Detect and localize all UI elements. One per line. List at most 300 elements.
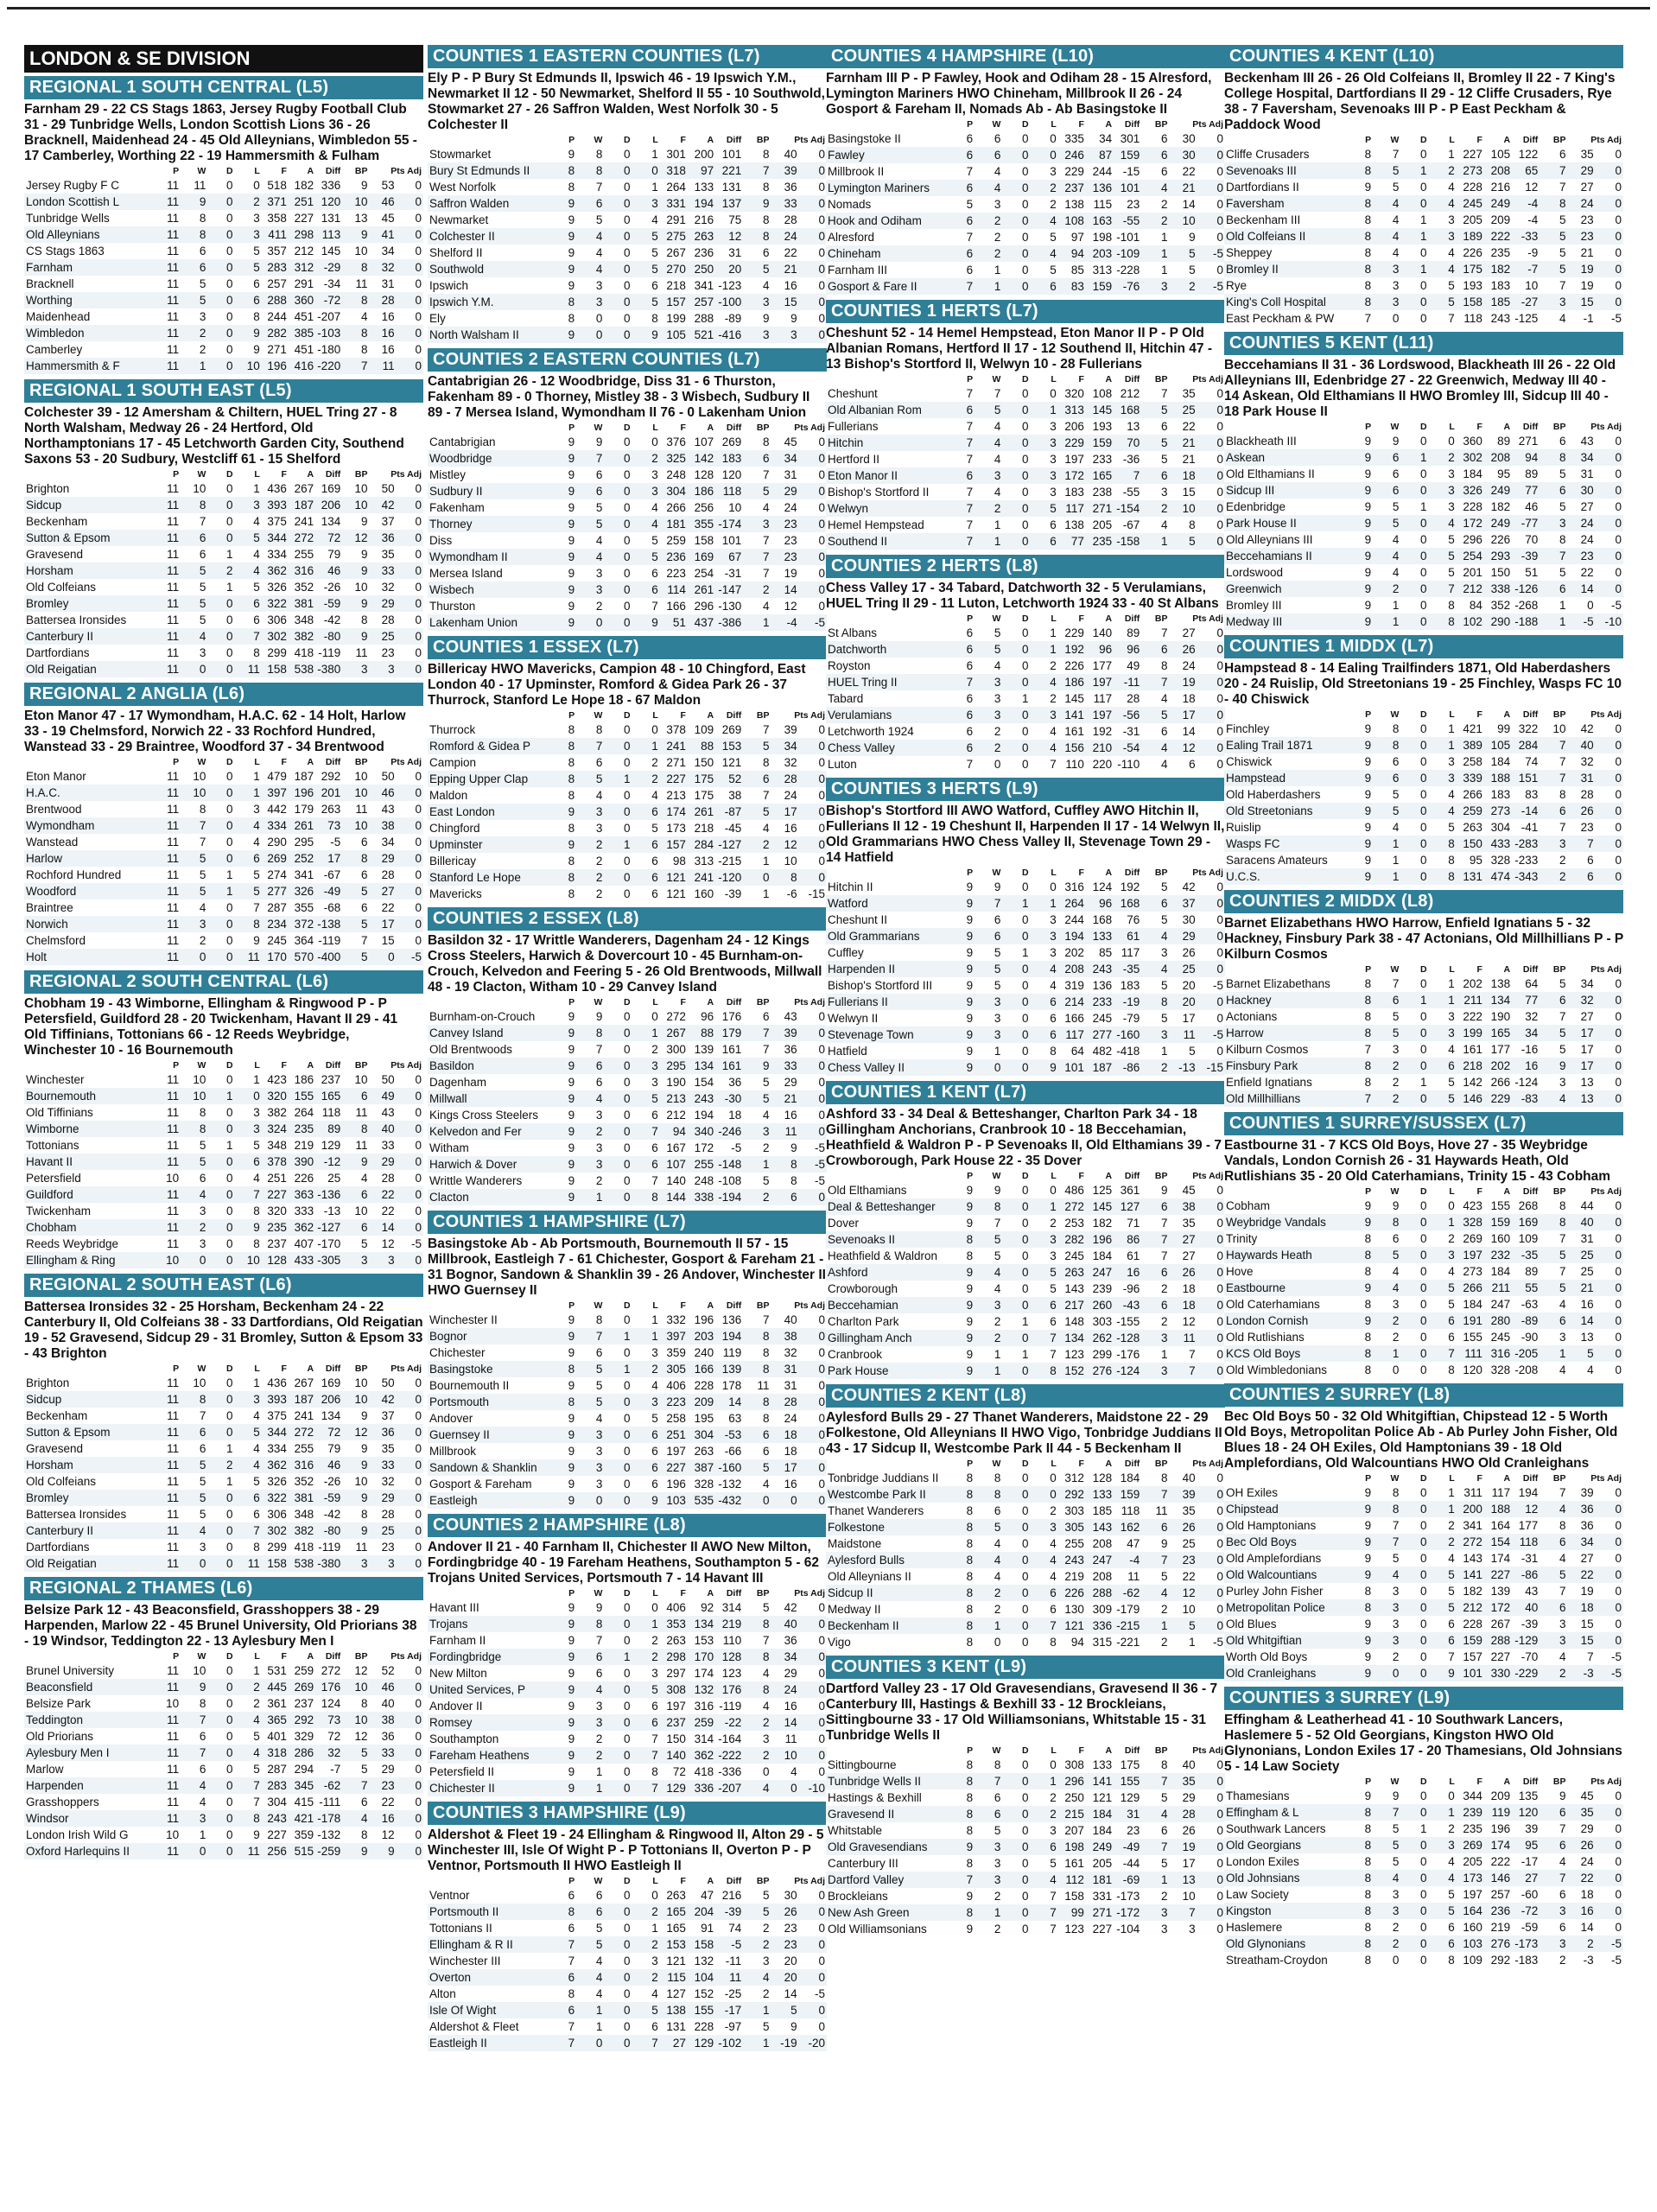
stat-cell: 0	[397, 817, 423, 834]
stat-cell: 0	[1197, 467, 1225, 484]
league-section	[24, 379, 423, 677]
stat-cell: 160	[688, 886, 715, 902]
stat-cell: 382	[262, 1104, 289, 1121]
header-cell: Diff	[1124, 868, 1140, 878]
stat-cell: 4	[1429, 803, 1457, 819]
league-section	[826, 1656, 1225, 1937]
stat-cell: 4	[235, 546, 262, 563]
table-row	[826, 1618, 1225, 1634]
table-header-row	[428, 423, 827, 434]
stat-cell: 21	[1568, 245, 1596, 261]
table-row	[1224, 1247, 1623, 1263]
stat-cell: 0	[1400, 819, 1428, 836]
stat-cell: 6	[235, 595, 262, 612]
stat-cell: 6	[1540, 581, 1567, 597]
stat-cell: 241	[289, 1408, 315, 1424]
stat-cell: 0	[604, 1107, 632, 1123]
stat-cell: 6	[576, 195, 604, 212]
stat-cell: 0	[207, 661, 234, 677]
stat-cell: 0	[1197, 402, 1225, 418]
stat-cell: 8	[1170, 517, 1197, 533]
stat-cell: 182	[1086, 1215, 1114, 1231]
table-row	[826, 1297, 1225, 1313]
stat-cell: 3	[1540, 836, 1567, 852]
stat-cell: 7	[975, 1773, 1002, 1789]
stat-cell: 0	[207, 834, 234, 850]
stat-cell: -132	[315, 1827, 342, 1843]
team-name: Gosport & Fare II	[826, 278, 947, 295]
team-name: Holt	[24, 949, 154, 965]
header-cell: BP	[354, 1651, 368, 1662]
header-team	[1224, 1473, 1345, 1484]
header-cell: Pts Adj	[1590, 709, 1622, 720]
stat-cell: 0	[1197, 944, 1225, 961]
stat-cell: 228	[1457, 499, 1484, 515]
table-row	[1224, 179, 1623, 195]
stat-cell: 292	[1058, 1486, 1086, 1503]
header-cell: L	[652, 423, 658, 433]
stat-cell: 32	[370, 259, 397, 276]
stat-cell: 0	[771, 1492, 799, 1509]
stat-cell: 6	[1141, 163, 1169, 180]
team-name: Worth Old Boys	[1224, 1649, 1345, 1665]
stat-cell: 296	[1457, 531, 1484, 548]
stat-cell: 209	[1484, 212, 1512, 228]
stat-cell: 21	[771, 261, 799, 277]
stat-cell: 7	[342, 1777, 369, 1794]
team-name: North Walsham II	[428, 327, 549, 343]
table-row	[24, 1662, 423, 1679]
stat-cell: 1	[975, 533, 1002, 550]
stat-cell: 1	[1400, 1821, 1428, 1837]
table-row	[428, 1936, 827, 1953]
table-row	[24, 563, 423, 579]
table-header-row	[428, 997, 827, 1008]
stat-cell: 4	[342, 1170, 369, 1186]
stat-cell: 52	[370, 1662, 397, 1679]
stat-cell: 3	[975, 994, 1002, 1010]
table-row	[24, 1252, 423, 1268]
team-name: Barnet Elizabethans	[1224, 976, 1345, 992]
stat-cell: 35	[1170, 1773, 1197, 1789]
table-row	[826, 1888, 1225, 1904]
stat-cell: -221	[1114, 1634, 1141, 1650]
stat-cell: 25	[1170, 1535, 1197, 1552]
stat-cell: 121	[660, 1953, 688, 1969]
stat-cell: 22	[1568, 564, 1596, 581]
stat-cell: 0	[397, 916, 423, 932]
stat-cell: 2	[743, 836, 771, 853]
stat-cell: 202	[1484, 1058, 1512, 1074]
stat-cell: 5	[1141, 977, 1169, 994]
stat-cell: 363	[289, 1186, 315, 1203]
stat-cell: 0	[1197, 1806, 1225, 1822]
stat-cell: 11	[154, 1473, 181, 1490]
table-row	[1224, 1837, 1623, 1853]
stat-cell: 156	[1058, 740, 1086, 756]
stat-cell: 3	[181, 1539, 207, 1555]
stat-cell: 0	[604, 1394, 632, 1410]
stat-cell: 255	[289, 546, 315, 563]
stat-cell: 0	[1197, 435, 1225, 451]
stat-cell: 1	[1031, 402, 1058, 418]
header-cell: Diff	[1124, 119, 1140, 130]
stat-cell: 209	[1484, 1788, 1512, 1804]
stat-cell: 46	[370, 785, 397, 801]
stat-cell: 12	[715, 228, 743, 245]
stat-cell: 27	[1170, 625, 1197, 641]
stat-cell: 194	[688, 1107, 715, 1123]
stat-cell: 51	[660, 614, 688, 631]
table-row	[1224, 803, 1623, 819]
stat-cell: 5	[975, 1248, 1002, 1264]
header-cell: D	[623, 710, 631, 721]
stat-cell: 169	[1512, 1214, 1540, 1230]
stat-cell: 177	[1086, 658, 1114, 674]
stat-cell: 165	[1086, 467, 1114, 484]
team-name: Bishop's Stortford III	[826, 977, 947, 994]
table-header-row	[24, 1363, 423, 1375]
stat-cell: 193	[1457, 277, 1484, 294]
stat-cell: 7	[235, 1522, 262, 1539]
stat-cell: 1	[604, 771, 632, 787]
header-cell: A	[1503, 964, 1511, 975]
table-row	[24, 1810, 423, 1827]
stat-cell: -62	[315, 1777, 342, 1794]
team-name: Basingstoke	[428, 1361, 549, 1377]
stat-cell: 0	[1197, 1182, 1225, 1198]
stat-cell: -104	[1114, 1921, 1141, 1937]
stat-cell: 3	[975, 707, 1002, 723]
team-name: Datchworth	[826, 641, 947, 658]
stat-cell: 2	[743, 1936, 771, 1953]
stat-cell: 9	[947, 1264, 975, 1281]
stat-cell: 531	[262, 1662, 289, 1679]
stat-cell: -5	[1596, 1649, 1623, 1665]
stat-cell: 3	[576, 277, 604, 294]
stat-cell: 4	[1141, 1806, 1169, 1822]
stat-cell: 235	[289, 1121, 315, 1137]
stat-cell: 355	[289, 899, 315, 916]
stat-cell: 0	[1002, 1757, 1030, 1773]
stat-cell: 4	[1141, 740, 1169, 756]
table-header-row	[1224, 1777, 1623, 1788]
table-row	[428, 1041, 827, 1058]
stat-cell: 237	[660, 1714, 688, 1731]
team-name: Sandown & Shanklin	[428, 1459, 549, 1476]
stat-cell: 4	[1429, 1853, 1457, 1870]
team-name: Teddington	[24, 1712, 154, 1728]
stat-cell: 0	[1596, 1041, 1623, 1058]
stat-cell: 6	[181, 1170, 207, 1186]
stat-cell: 143	[1058, 1281, 1086, 1297]
stat-cell: 139	[715, 1361, 743, 1377]
team-name: Bromley II	[1224, 261, 1345, 277]
stat-cell: 316	[289, 1457, 315, 1473]
header-cell: BP	[354, 1060, 368, 1071]
stat-cell: 9	[1345, 482, 1373, 499]
table-row	[428, 212, 827, 228]
stat-cell: 6	[181, 259, 207, 276]
team-name: Finchley	[1224, 721, 1345, 737]
stat-cell: 3	[342, 1252, 369, 1268]
stat-cell: 49	[370, 1088, 397, 1104]
stat-cell: 0	[771, 1780, 799, 1796]
stat-cell: 5	[1031, 500, 1058, 517]
stat-cell: 0	[799, 565, 827, 582]
league-table	[1224, 1186, 1623, 1378]
stat-cell: 5	[975, 641, 1002, 658]
header-cell: F	[1078, 374, 1084, 385]
stat-cell: 8	[1031, 1043, 1058, 1059]
stat-cell: 9	[549, 1714, 576, 1731]
stat-cell: 249	[1484, 195, 1512, 212]
stat-cell: 9	[549, 450, 576, 467]
header-cell: BP	[1154, 613, 1168, 624]
header-team	[826, 1459, 947, 1470]
stat-cell: 0	[207, 341, 234, 358]
table-row	[428, 1173, 827, 1189]
stat-cell: 0	[397, 1170, 423, 1186]
stat-cell: 0	[604, 532, 632, 549]
stat-cell: 235	[1484, 245, 1512, 261]
header-cell: A	[1503, 135, 1511, 145]
stat-cell: 0	[1197, 756, 1225, 772]
stat-cell: 6	[632, 836, 660, 853]
stat-cell: 7	[1540, 1263, 1567, 1280]
header-cell: BP	[756, 1588, 770, 1599]
stat-cell: 362	[688, 1747, 715, 1764]
stat-cell: 1	[604, 1328, 632, 1344]
header-cell: L	[1051, 1171, 1057, 1181]
stat-cell: 4	[975, 1552, 1002, 1568]
stat-cell: -220	[315, 358, 342, 374]
stat-cell: 17	[370, 916, 397, 932]
stat-cell: 119	[715, 1344, 743, 1361]
stat-cell: 5	[1141, 879, 1169, 895]
stat-cell: 299	[262, 1539, 289, 1555]
stat-cell: 216	[715, 1887, 743, 1904]
stat-cell: 3	[181, 916, 207, 932]
header-cell: Pts Adj	[390, 757, 422, 767]
stat-cell: 3	[1373, 294, 1400, 310]
table-row	[428, 1632, 827, 1649]
team-name: Old Haberdashers	[1224, 786, 1345, 803]
stat-cell: 10	[342, 785, 369, 801]
stat-cell: 5	[235, 259, 262, 276]
stat-cell: 12	[771, 836, 799, 853]
header-team	[428, 997, 549, 1008]
stat-cell: 9	[549, 804, 576, 820]
stat-cell: 61	[1114, 928, 1141, 944]
table-row	[24, 883, 423, 899]
stat-cell: 241	[289, 513, 315, 530]
stat-cell: 0	[799, 1328, 827, 1344]
stat-cell: 97	[1058, 229, 1086, 245]
stat-cell: 0	[1197, 180, 1225, 196]
table-row	[428, 327, 827, 343]
stat-cell: 338	[1484, 581, 1512, 597]
stat-cell: 0	[604, 516, 632, 532]
stat-cell: 241	[688, 869, 715, 886]
stat-cell: 5	[576, 771, 604, 787]
stat-cell: 18	[715, 1107, 743, 1123]
stat-cell: 157	[660, 836, 688, 853]
stat-cell: 5	[181, 579, 207, 595]
header-cell: D	[1419, 1777, 1427, 1787]
stat-cell: 202	[1457, 976, 1484, 992]
stat-cell: 95	[1512, 1837, 1540, 1853]
stat-cell: 6	[632, 1476, 660, 1492]
stat-cell: 2	[1373, 1313, 1400, 1329]
team-name: Epping Upper Clap	[428, 771, 549, 787]
division-title: LONDON & SE DIVISION	[24, 45, 423, 73]
stat-cell: 8	[549, 1394, 576, 1410]
stat-cell: 11	[154, 768, 181, 785]
stat-cell: 5	[743, 1887, 771, 1904]
stat-cell: -89	[1512, 1313, 1540, 1329]
stat-cell: 122	[1512, 146, 1540, 162]
stat-cell: 96	[1086, 895, 1114, 912]
stat-cell: 8	[181, 226, 207, 243]
stat-cell: 0	[1596, 1008, 1623, 1025]
header-cell: Pts Adj	[390, 1363, 422, 1374]
stat-cell: 157	[1457, 1649, 1484, 1665]
stat-cell: 0	[1596, 1025, 1623, 1041]
stat-cell: 0	[1400, 1886, 1428, 1903]
table-row	[428, 1887, 827, 1904]
stat-cell: 9	[342, 1440, 369, 1457]
stat-cell: 3	[632, 1953, 660, 1969]
header-cell: A	[1105, 868, 1113, 878]
stat-cell: 0	[799, 294, 827, 310]
stat-cell: 8	[947, 1822, 975, 1839]
stat-cell: 0	[743, 1764, 771, 1780]
stat-cell: 322	[262, 595, 289, 612]
stat-cell: 49	[1114, 658, 1141, 674]
stat-cell: 319	[1058, 977, 1086, 994]
stat-cell: 6	[1429, 1058, 1457, 1074]
header-cell: BP	[756, 135, 770, 145]
stat-cell: 247	[1484, 1296, 1512, 1313]
stat-cell: 6	[576, 1058, 604, 1074]
stat-cell: 9	[947, 1043, 975, 1059]
stat-cell: 2	[1141, 1888, 1169, 1904]
stat-cell: 102	[1457, 613, 1484, 630]
stat-cell: 36	[771, 1041, 799, 1058]
stat-cell: 9	[549, 499, 576, 516]
stat-cell: 7	[1429, 1649, 1457, 1665]
stat-cell: 1	[743, 886, 771, 902]
stat-cell: 474	[1484, 868, 1512, 885]
stat-cell: 8	[235, 916, 262, 932]
stat-cell: 8	[235, 1236, 262, 1252]
stat-cell: 0	[1596, 1821, 1623, 1837]
stat-cell: 184	[1086, 1822, 1114, 1839]
stat-cell: 199	[660, 310, 688, 327]
stat-cell: 77	[1512, 482, 1540, 499]
table-row	[1224, 992, 1623, 1008]
stat-cell: 5	[181, 1473, 207, 1490]
stat-cell: 0	[1400, 482, 1428, 499]
stat-cell: 316	[1058, 879, 1086, 895]
stat-cell: 112	[1058, 1872, 1086, 1888]
stat-cell: 184	[1484, 1263, 1512, 1280]
stat-cell: 0	[1400, 1090, 1428, 1107]
team-name: Belsize Park	[24, 1695, 154, 1712]
stat-cell: 29	[370, 1761, 397, 1777]
table-header-row	[24, 469, 423, 480]
stat-cell: 0	[1400, 1008, 1428, 1025]
stat-cell: 89	[1512, 1263, 1540, 1280]
stat-cell: 0	[1400, 1853, 1428, 1870]
team-name: Welwyn II	[826, 1010, 947, 1027]
stat-cell: 282	[262, 325, 289, 341]
stat-cell: 5	[975, 977, 1002, 994]
stat-cell: 0	[1596, 1886, 1623, 1903]
stat-cell: 4	[1429, 195, 1457, 212]
stat-cell: 9	[342, 628, 369, 645]
stat-cell: 2	[975, 1330, 1002, 1346]
stat-cell: 6	[1429, 1313, 1457, 1329]
stat-cell: 186	[289, 1071, 315, 1088]
stat-cell: 340	[688, 1123, 715, 1140]
stat-cell: 29	[1170, 928, 1197, 944]
stat-cell: 0	[181, 661, 207, 677]
stat-cell: 11	[154, 612, 181, 628]
stat-cell: 36	[370, 1728, 397, 1745]
stat-cell: 0	[1002, 245, 1030, 262]
stat-cell: 2	[1568, 1936, 1596, 1952]
stat-cell: 173	[660, 820, 688, 836]
stat-cell: 0	[604, 450, 632, 467]
table-row	[1224, 1230, 1623, 1247]
stat-cell: 83	[1058, 278, 1086, 295]
team-name: Eton Manor	[24, 768, 154, 785]
header-cell: Diff	[726, 1588, 742, 1599]
stat-cell: 165	[660, 1920, 688, 1936]
stat-cell: 1	[207, 546, 234, 563]
stat-cell: 238	[1086, 484, 1114, 500]
header-cell: L	[254, 757, 260, 767]
stat-cell: 12	[1512, 179, 1540, 195]
stat-cell: 5	[1141, 402, 1169, 418]
stat-cell: 8	[947, 1789, 975, 1806]
stat-cell: 170	[262, 949, 289, 965]
stat-cell: 299	[262, 645, 289, 661]
team-name: Norwich	[24, 916, 154, 932]
stat-cell: 264	[1058, 895, 1086, 912]
stat-cell: 4	[975, 658, 1002, 674]
team-name: Twickenham	[24, 1203, 154, 1219]
team-name: Enfield Ignatians	[1224, 1074, 1345, 1090]
stat-cell: 222	[1484, 228, 1512, 245]
table-row	[24, 546, 423, 563]
stat-cell: 266	[660, 499, 688, 516]
team-name: Upminster	[428, 836, 549, 853]
stat-cell: 0	[397, 1662, 423, 1679]
table-row	[826, 1789, 1225, 1806]
stat-cell: 99	[1484, 721, 1512, 737]
stat-cell: 40	[771, 1312, 799, 1328]
stat-cell: 10	[181, 480, 207, 497]
stat-cell: 272	[660, 1008, 688, 1025]
stat-cell: 3	[1031, 944, 1058, 961]
stat-cell: 0	[207, 1391, 234, 1408]
stat-cell: 28	[370, 292, 397, 308]
table-row	[826, 517, 1225, 533]
stat-cell: 0	[397, 932, 423, 949]
